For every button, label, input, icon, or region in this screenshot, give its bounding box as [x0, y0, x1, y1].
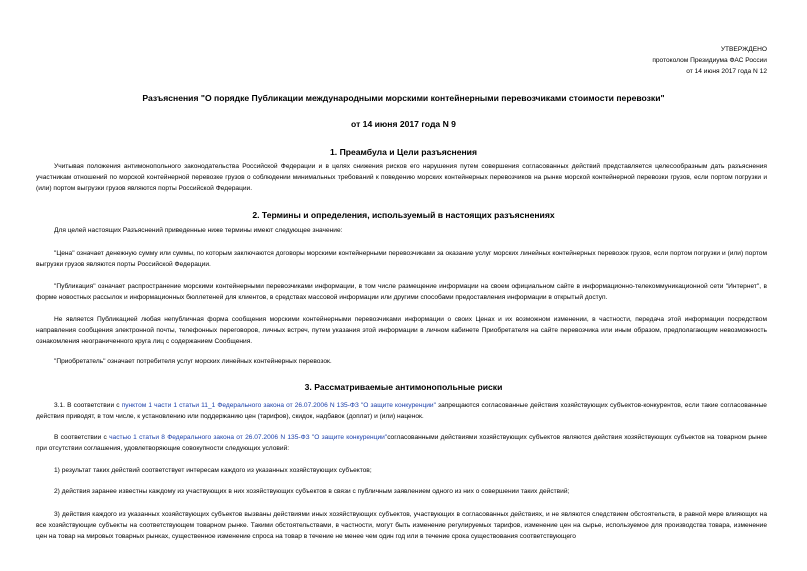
document-title: Разъяснения "О порядке Публикации международными морскими контейнерными перевозчиками стоимости перевозки" [142, 93, 665, 103]
approval-line-2: протоколом Президиума ФАС России [652, 57, 767, 64]
approval-line-1: УТВЕРЖДЕНО [720, 46, 767, 53]
section-3-paragraph-4: 2) действия заранее известны каждому из участвующих в них хозяйствующих субъектов в связи с публичным заявлением одного из них о совершении таких действий; [54, 488, 570, 495]
section-2-paragraph-2: "Цена" означает денежную сумму или суммы, по которым заключаются договоры морскими контейнерными перевозчиками за оказание услуг морских линейных контейнерных перевозок грузов, если портом погрузки и (или) портом выгрузки грузов являются порты Российской Федерации. [36, 250, 767, 268]
section-2-paragraph-3: "Публикация" означает распространение морскими контейнерными перевозчиками информации, в том числе размещение информации на своем официальном сайте в информационно-телекоммуникационной сети "Интернет", в форме новостных рассылок и информационных бюллетеней для клиентов, в средствах массовой информации или другими способами предоставления информации в открытый доступ. [36, 283, 767, 301]
section-3-paragraph-3: 1) результат таких действий соответствует интересам каждого из указанных хозяйствующих субъектов; [54, 467, 372, 474]
law-link-article-8[interactable]: частью 1 статьи 8 Федерального закона от 26.07.2006 N 135-ФЗ "О защите конкуренции" [109, 434, 388, 441]
section-2-paragraph-4: Не является Публикацией любая непубличная форма сообщения морскими контейнерными перевозчиками информации о своих Ценах и их возможном изменении, в частности, передача этой информации посредством направления сообщения электронной почты, телефонных переговоров, личных встреч, путем указания этой информации в личном кабинете Приобретателя на сайте перевозчика или иным образом, предполагающим невозможность ознакомления неограниченного круга лиц с содержанием Сообщения. [36, 316, 767, 345]
law-link-article-11-1[interactable]: пунктом 1 части 1 статьи 11_1 Федерального закона от 26.07.2006 N 135-ФЗ "О защите конкуренции" [121, 402, 436, 409]
section-1-paragraph-1: Учитывая положения антимонопольного законодательства Российской Федерации и в целях снижения рисков его нарушения путем совершения согласованных действий представляется целесообразным дать разъяснения участникам отношений по морской контейнерной перевозке грузов о соблюдении минимальных требований к поведению морских контейнерных перевозчиков на рынке морской контейнерной перевозки грузов, если портом погрузки и (или) портом выгрузки грузов являются порты Российской Федерации. [36, 163, 767, 192]
section-3-heading: 3. Рассматриваемые антимонопольные риски [304, 382, 503, 392]
s3p2-text-post: согласованными действиями хозяйствующих субъектов являются действия хозяйствующих субъектов на товарном рынке при отсутствии соглашения, удовлетворяющие совокупности следующих условий: [36, 434, 767, 452]
section-3-paragraph-2 [36, 432, 767, 454]
section-2-paragraph-5: "Приобретатель" означает потребителя услуг морских линейных контейнерных перевозок. [54, 358, 332, 365]
section-3-paragraph-5: 3) действия каждого из указанных хозяйствующих субъектов вызваны действиями иных хозяйствующих субъектов, участвующих в согласованных действиях, и не являются следствием обстоятельств, в равной мере влияющих на все хозяйствующие субъекты на соответствующем товарном рынке. Такими обстоятельствами, в частности, могут быть изменение регулируемых тарифов, изменение цен на сырье, используемое для производства товара, изменение цен на товар на мировых товарных рынках, существенное изменение спроса на товар в течение не менее чем один год или в течение срока существования соответствующего [36, 511, 767, 540]
s3p2-text-pre: В соответствии с [54, 434, 110, 441]
section-1-heading: 1. Преамбула и Цели разъяснения [330, 147, 477, 157]
document-date: от 14 июня 2017 года N 9 [351, 119, 456, 129]
s3p1-text-post: запрещаются согласованные действия хозяйствующих субъектов-конкурентов, если такие согласованные действия приводят, в том числе, к установлению или поддержанию цен (тарифов), скидок, надбавок (доплат) и (или) наценок. [36, 402, 767, 420]
approval-line-3: от 14 июня 2017 года N 12 [686, 68, 767, 75]
section-3-paragraph-1 [36, 400, 767, 422]
approval-stamp [652, 44, 767, 77]
s3p1-text-pre: 3.1. В соответствии с [54, 402, 122, 409]
section-2-paragraph-1: Для целей настоящих Разъяснений приведенные ниже термины имеют следующее значение: [54, 227, 343, 234]
section-2-heading: 2. Термины и определения, используемый в настоящих разъяснениях [252, 210, 555, 220]
